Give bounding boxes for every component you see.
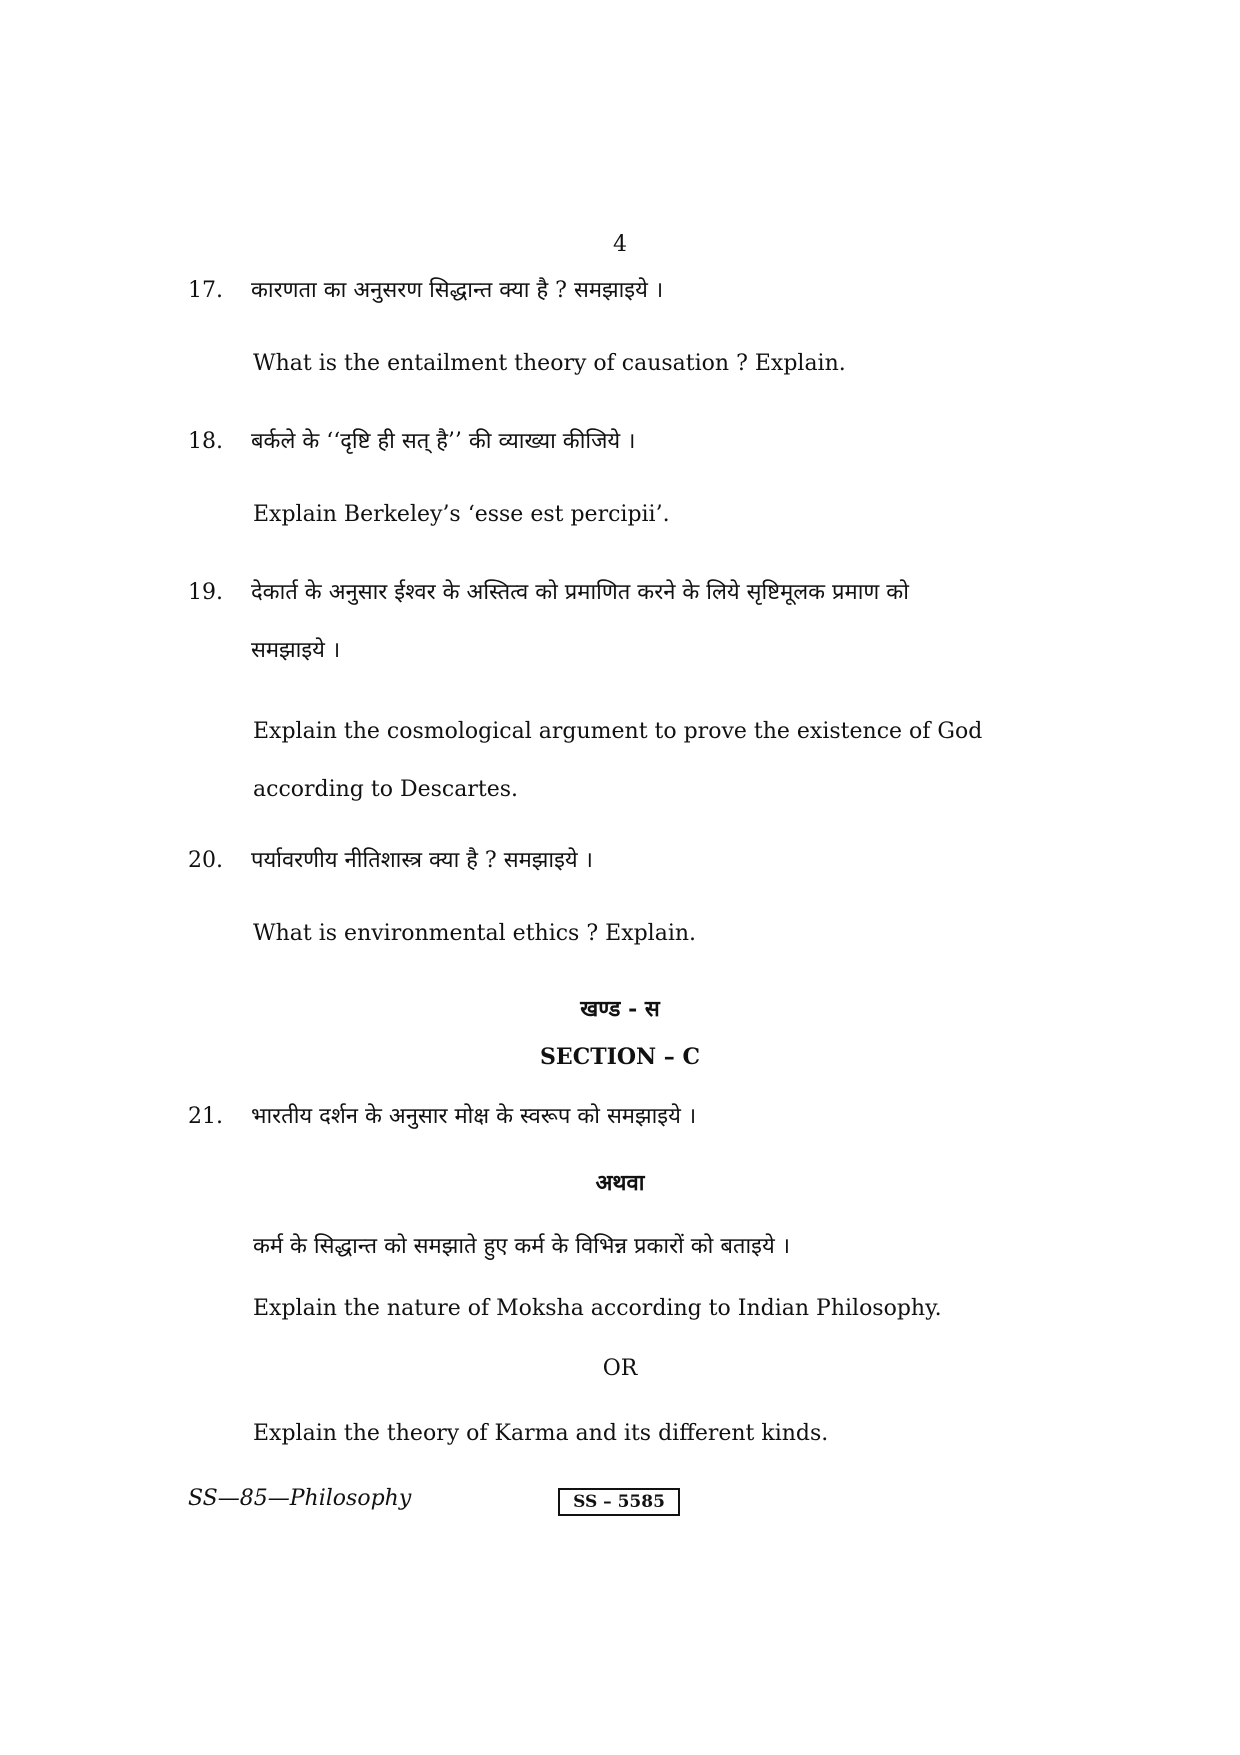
question-number: 20. xyxy=(188,848,223,873)
section-title-hindi: खण्ड - स xyxy=(580,996,660,1022)
question-hindi: बर्कले के ‘‘दृष्टि ही सत् है’’ की व्याख्या कीजिये । xyxy=(251,429,636,454)
question-english: Explain the nature of Moksha according to Indian Philosophy. xyxy=(253,1296,942,1321)
question-english: What is the entailment theory of causation ? Explain. xyxy=(253,351,846,376)
page-number: 4 xyxy=(613,232,627,257)
or-english: OR xyxy=(602,1356,638,1381)
question-hindi: पर्यावरणीय नीतिशास्त्र क्या है ? समझाइये । xyxy=(251,848,593,873)
question-hindi: कारणता का अनुसरण सिद्धान्त क्या है ? समझाइये । xyxy=(251,278,664,303)
question-english-line-2: according to Descartes. xyxy=(253,777,519,802)
paper-code-subject: SS—85—Philosophy xyxy=(188,1486,412,1511)
question-english: What is environmental ethics ? Explain. xyxy=(253,921,697,946)
question-number: 21. xyxy=(188,1104,223,1129)
question-english-alternative: Explain the theory of Karma and its different kinds. xyxy=(253,1421,829,1446)
section-title-english: SECTION – C xyxy=(540,1044,700,1070)
question-hindi-line-1: देकार्त के अनुसार ईश्वर के अस्तित्व को प्रमाणित करने के लिये सृष्टिमूलक प्रमाण को xyxy=(251,580,909,605)
question-english: Explain Berkeley’s ‘esse est percipii’. xyxy=(253,502,670,527)
question-number: 17. xyxy=(188,278,223,303)
or-hindi: अथवा xyxy=(595,1170,645,1196)
paper-code-box: SS – 5585 xyxy=(558,1488,680,1516)
question-hindi-line-2: समझाइये । xyxy=(251,638,341,663)
question-hindi: भारतीय दर्शन के अनुसार मोक्ष के स्वरूप को समझाइये । xyxy=(251,1104,697,1129)
question-number: 19. xyxy=(188,580,223,605)
question-hindi-alternative: कर्म के सिद्धान्त को समझाते हुए कर्म के विभिन्न प्रकारों को बताइये । xyxy=(253,1234,791,1259)
question-english-line-1: Explain the cosmological argument to prove the existence of God xyxy=(253,719,983,744)
question-number: 18. xyxy=(188,429,223,454)
